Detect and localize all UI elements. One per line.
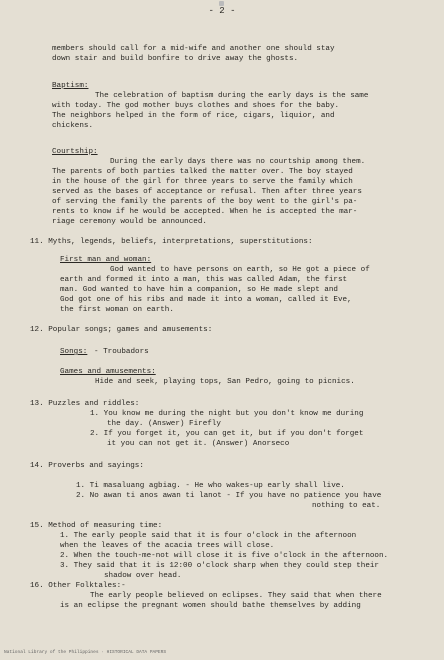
text-line: is an eclipse the pregnant women should bathe themselves by adding — [60, 602, 361, 610]
section-heading: First man and woman: — [60, 256, 152, 264]
text-line: man. God wanted to have him a companion, so He made slept and — [60, 286, 338, 294]
text-line: God wanted to have persons on earth, so He got a piece of — [110, 266, 370, 274]
section-heading: Baptism: — [52, 82, 89, 90]
text-line: the first woman on earth. — [60, 306, 174, 314]
text-line: 1. You know me during the night but you don't know me during — [90, 410, 364, 418]
text-line: 1. The early people said that it is four o'clock in the afternoon — [60, 532, 357, 540]
section-heading: Games and amusements: — [60, 368, 156, 376]
text-line: 15. Method of measuring time: — [30, 522, 163, 530]
text-line: earth and formed it into a man, this was called Adam, the first — [60, 276, 348, 284]
text-line: The celebration of baptism during the early days is the same — [95, 92, 369, 100]
text-line: 16. Other Folktales:- — [30, 582, 126, 590]
text-line: chickens. — [52, 122, 94, 130]
text-line: The neighbors helped in the form of rice, cigars, liquior, and — [52, 112, 335, 120]
text-line: During the early days there was no courtship among them. — [110, 158, 366, 166]
text-line: 2. If you forget it, you can get it, but if you don't forget — [90, 430, 364, 438]
section-heading: Courtship: — [52, 148, 98, 156]
text-line: 2. When the touch-me-not will close it is five o'clock in the afternoon. — [60, 552, 389, 560]
text-line: The parents of both parties talked the matter over. The boy stayed — [52, 168, 353, 176]
text-line: 11. Myths, legends, beliefs, interpretations, superstitutions: — [30, 238, 313, 246]
section-heading: Songs: — [60, 348, 88, 356]
text-line: of serving the family the parents of the boy went to the girl's pa- — [52, 198, 358, 206]
text-line: 13. Puzzles and riddles: — [30, 400, 140, 408]
page-number: - 2 - — [208, 6, 236, 16]
text-line: 1. Ti masaluang agbiag. - He who wakes-up early shall live. — [76, 482, 345, 490]
text-line: members should call for a mid-wife and another one should stay — [52, 45, 335, 53]
text-line: with today. The god mother buys clothes and shoes for the baby. — [52, 102, 340, 110]
text-line: in the house of the girl for three years to serve the family which — [52, 178, 353, 186]
text-line: nothing to eat. — [312, 502, 381, 510]
text-line: 12. Popular songs; games and amusements: — [30, 326, 213, 334]
text-line: it you can not get it. (Answer) Anorseco — [107, 440, 290, 448]
text-line: Hide and seek, playing tops, San Pedro, going to picnics. — [95, 378, 355, 386]
text-line: rents to know if he would be accepted. When he is accepted the mar- — [52, 208, 358, 216]
text-line: riage ceremony would be announced. — [52, 218, 207, 226]
footer-attribution: National Library of the Philippines · HISTORICAL DATA PAPERS — [4, 650, 167, 655]
text-line: down stair and build bonfire to drive away the ghosts. — [52, 55, 299, 63]
text-line: when the leaves of the acacia trees will close. — [60, 542, 275, 550]
text-line: shadow over head. — [104, 572, 182, 580]
text-line: 3. They said that it is 12:00 o'clock sharp when they could step their — [60, 562, 379, 570]
text-line: 14. Proverbs and sayings: — [30, 462, 144, 470]
text-line: God got one of his ribs and made it into a woman, called it Eve, — [60, 296, 352, 304]
text-line: served as the bases of acceptance or refusal. Then after three years — [52, 188, 362, 196]
text-line: 2. No awan ti anos awan ti lanot - If you have no patience you have — [76, 492, 382, 500]
text-line: The early people believed on eclipses. They said that when there — [90, 592, 382, 600]
text-line: - Troubadors — [94, 348, 149, 356]
text-line: the day. (Answer) Firefly — [107, 420, 221, 428]
